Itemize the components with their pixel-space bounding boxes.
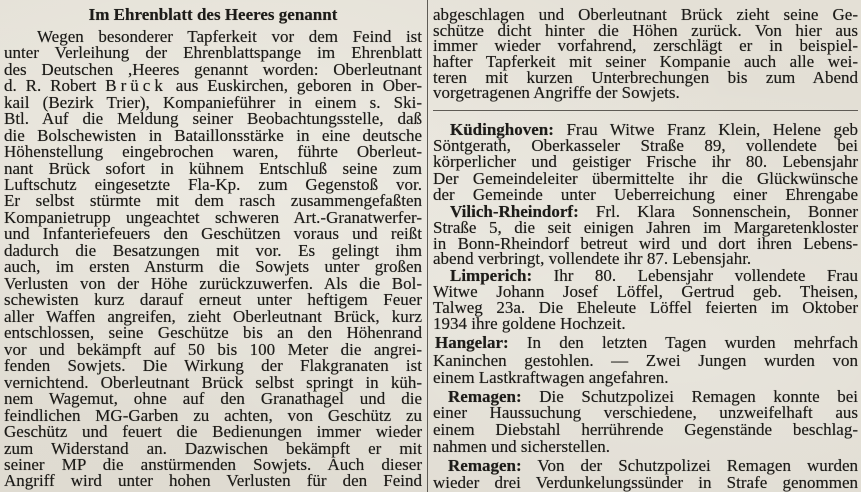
text-line xyxy=(433,334,858,352)
person-name: Brück xyxy=(105,76,167,96)
text-line: dadurch die Besatzungen mit vor. Es gelingt ihm xyxy=(4,240,422,260)
text-line: Höhenstellung eingebrochen waren, führte Oberleut- xyxy=(4,142,422,162)
text-line: aller Waffen angreifen, zieht Oberleutnant Brück, kurz xyxy=(4,306,422,326)
text-line: der Gemeinde unter Ueberreichung einer Ehrengabe xyxy=(433,184,858,204)
text-line: Luftschutz eingesetzte Fla-Kp. zum Gegenstoß vor. xyxy=(4,175,422,195)
text-segment: Die Schutzpolizei Remagen konnte bei xyxy=(521,386,858,406)
news-item xyxy=(433,119,858,204)
text-line: Verlusten von der Höhe zurückzuwerfen. Als die Bol- xyxy=(4,273,422,293)
text-line: nahmen und sicherstellen. xyxy=(433,436,611,456)
right-column xyxy=(433,0,858,492)
text-line: Straße 5, die seit einigen Jahren im Margaretenkloster xyxy=(433,217,858,237)
text-line: fenden Sowjets. Die Wirkung der Flakgranaten ist xyxy=(4,356,422,376)
text-line: Angriff wird unter hohen Verlusten für den Feind xyxy=(4,471,422,491)
text-segment: In den letzten Tagen wurden mehrfach xyxy=(508,333,858,353)
text-line: Söntgerath, Oberkasseler Straße 89, vollendete bei xyxy=(433,136,858,156)
text-line: Wegen besonderer Tapferkeit vor dem Feind ist xyxy=(37,26,422,46)
text-line: nant Brück sofort in kühnem Entschluß seine zum xyxy=(4,158,422,178)
place-name: Remagen: xyxy=(448,386,522,406)
text-line: schütze dicht hinter die Höhen zurück. Von hier aus xyxy=(433,20,858,40)
text-line: Kompanietrupp ungeachtet schweren Art.-Granatwerfer- xyxy=(4,207,422,227)
text-line: hafter Tapferkeit mit seiner Kompanie auch alle wei- xyxy=(433,51,858,71)
text-line: immer wieder vorfahrend, zerschlägt er in beispiel- xyxy=(433,36,858,56)
text-line: wieder drei Verdunkelungssünder in Strafe genommen xyxy=(433,472,858,492)
text-segment: Frl. Klara Sonnenschein, Bonner xyxy=(578,202,858,222)
text-line: Talweg 23a. Die Eheleute Löffel feierten im Oktober xyxy=(433,298,858,317)
news-item xyxy=(433,334,858,387)
text-segment: Frau Witwe Franz Klein, Helene geb xyxy=(553,119,858,139)
text-segment: Ihr 80. Lebensjahr vollendete Frau xyxy=(532,266,858,285)
article-heading: Im Ehrenblatt des Heeres genannt xyxy=(88,5,338,24)
text-line: vor und bekämpft auf 50 bis 100 Meter die angrei- xyxy=(4,339,422,359)
text-line: abgeschlagen und Oberleutnant Brück zieht seine Ge- xyxy=(433,5,858,25)
text-segment: d. R. Robert xyxy=(4,76,106,96)
text-segment: aus Euskirchen, geboren in Ober- xyxy=(166,76,422,96)
column-rule xyxy=(427,0,428,492)
text-line: Kaninchen gestohlen. — Zwei Jungen wurden von xyxy=(433,350,858,370)
text-line xyxy=(433,457,858,474)
text-line: Der Gemeindeleiter übermittelte ihr die Glückwünsche xyxy=(433,168,858,188)
news-item xyxy=(433,204,858,267)
text-line: vorgetragenen Angriffe der Sowjets. xyxy=(433,83,680,103)
text-line: des Deutschen ,Heeres genannt worden: Oberleutnant xyxy=(4,59,422,79)
text-line: seiner MP die anstürmenden Sowjets. Auch dieser xyxy=(4,454,422,474)
text-line: nem Wagemut, ohne auf den Granathagel und die xyxy=(4,389,422,409)
text-line: einem Lastkraftwagen angefahren. xyxy=(433,368,669,388)
text-line: 1934 ihre goldene Hochzeit. xyxy=(433,314,626,333)
news-item xyxy=(433,386,858,456)
text-line: entschlossen, seine Geschütze bis an den Höhenrand xyxy=(4,323,422,343)
text-line: und Infanteriefeuers den Geschützen voraus und reißt xyxy=(4,224,422,244)
text-line: die Bolschewisten in Bataillonsstärke in eine deutsche xyxy=(4,125,422,145)
text-line: Geschütz und feuert die Bedienungen immer wieder xyxy=(4,422,422,442)
text-line: kail (Bezirk Trier), Kompanieführer in einem s. Ski- xyxy=(4,92,422,112)
text-line: körperlicher und geistiger Frische ihr 80. Lebensjahr xyxy=(433,152,858,172)
text-segment: Von der Schutzpolizei Remagen wurden xyxy=(521,455,858,475)
text-line: Witwe Johann Josef Löffel, Gertrud geb. Theisen, xyxy=(433,282,858,301)
text-line: einer Haussuchung verschiedene, unzweifelhaft aus xyxy=(433,403,858,423)
place-name: Remagen: xyxy=(448,455,522,475)
text-line: auch, im ersten Ansturm die Sowjets unter großen xyxy=(4,257,422,277)
place-name: Limperich: xyxy=(450,266,533,285)
text-line: einem Diebstahl herrührende Gegenstände beschlag- xyxy=(433,420,858,440)
text-line: zum Widerstand an. Dazwischen bekämpft er mit xyxy=(4,438,422,458)
text-line: in Bonn-Rheindorf betreut wird und dort ihren Lebens- xyxy=(433,233,858,253)
article-paragraph xyxy=(433,7,858,101)
section-divider xyxy=(433,110,858,111)
text-line: teren mit kurzen Unterbrechungen bis zum Abend xyxy=(433,67,858,87)
text-line: feindlichen MG-Garben zu achten, von Geschütz zu xyxy=(4,405,422,425)
text-line: unter Verleihung der Ehrenblattspange im Ehrenblatt xyxy=(4,43,422,63)
place-name: Vilich-Rheindorf: xyxy=(450,202,579,222)
text-line: Er selbst stürmte mit dem rasch zusammengefaßten xyxy=(4,191,422,211)
text-line: vernichtend. Oberleutnant Brück selbst springt in küh- xyxy=(4,372,422,392)
left-column xyxy=(4,0,422,492)
news-item xyxy=(433,268,858,332)
place-name: Küdinghoven: xyxy=(450,119,554,139)
text-line: abend verbringt, vollendete ihr 87. Lebensjahr. xyxy=(433,249,752,269)
article-paragraph xyxy=(4,26,422,491)
text-line: Btl. Auf die Meldung seiner Beobachtungsstelle, daß xyxy=(4,109,422,129)
text-line: schewisten kurz darauf erneut unter heftigem Feuer xyxy=(4,290,422,310)
place-name: Hangelar: xyxy=(435,333,509,353)
news-item xyxy=(433,457,858,491)
